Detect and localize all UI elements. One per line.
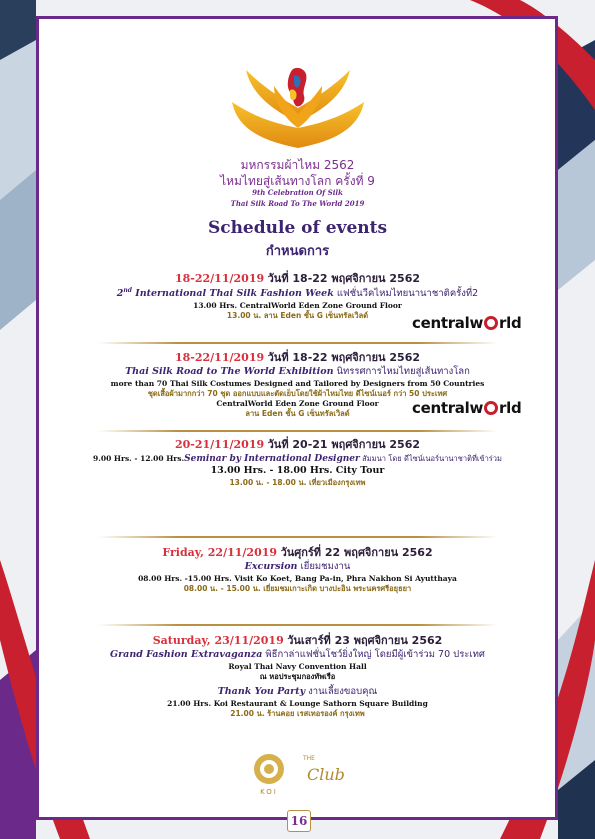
event-title: Seminar by International Designer: [184, 453, 360, 464]
event-title: International Thai Silk Fashion Week: [131, 288, 334, 299]
script-line-1: 9th Celebration Of Silk: [252, 188, 343, 197]
event-date-th: วันที่ 20-21 พฤศจิกายน 2562: [267, 438, 420, 451]
event-title-th: นิทรรศการไหมไทยสู่เส้นทางโลก: [336, 365, 470, 377]
party-venue-th: 21.00 น. ร้านคอย เรสเทอรองค์ กรุงเทพ: [230, 708, 365, 718]
lotus-logo: [228, 62, 368, 152]
event-location-th: 13.00 น. ลาน Eden ชั้น G เซ็นทรัลเวิลด์: [226, 310, 369, 320]
schedule-title-th: กำหนดการ: [265, 244, 330, 259]
event-venue-th: ณ หอประชุมกองทัพเรือ: [259, 671, 336, 681]
event-date: Saturday, 23/11/2019: [152, 634, 284, 647]
event-location: CentralWorld Eden Zone Ground Floor: [216, 398, 379, 408]
event-title-th: เยี่ยมชมงาน: [300, 560, 351, 572]
event-5: [0, 634, 595, 719]
divider: [98, 536, 498, 538]
cw-text-c: rld: [499, 399, 522, 417]
event-title: Grand Fashion Extravaganza: [110, 648, 263, 660]
divider: [98, 430, 498, 432]
event-desc-th: ชุดเสื้อผ้ามากกว่า 70 ชุด ออกแบบและตัดเย็บโดยใช้ผ้าไหมไทย ดีไซน์เนอร์ กว่า 50 ประเทศ: [147, 388, 448, 398]
club-logo: [303, 755, 347, 795]
event-4: [0, 546, 595, 594]
event-title: Thai Silk Road to The World Exhibition: [125, 365, 334, 377]
club-the-label: THE: [303, 755, 315, 762]
event-date: 20-21/11/2019: [174, 438, 265, 451]
event-title-number: 2: [116, 288, 124, 299]
event-tour: 13.00 Hrs. - 18.00 Hrs. City Tour: [210, 464, 385, 476]
event-date: 18-22/11/2019: [174, 351, 265, 364]
event-visit: 08.00 Hrs. -15.00 Hrs. Visit Ko Koet, Bang Pa-in, Phra Nakhon Si Ayutthaya: [138, 573, 457, 583]
page-number: 16: [287, 810, 311, 832]
script-line-2: Thai Silk Road To The World 2019: [230, 199, 365, 208]
event-title-th: พิธีกาล่าแฟชั่นโชว์ยิ่งใหญ่ โดยมีผู้เข้าร่วม 70 ประเทศ: [265, 648, 485, 660]
event-date-th: วันที่ 18-22 พฤศจิกายน 2562: [267, 272, 420, 285]
cw-text-a: central: [412, 399, 470, 417]
cw-text-c: rld: [499, 314, 522, 332]
event-date-th: วันศุกร์ที่ 22 พฤศจิกายน 2562: [280, 546, 433, 559]
cw-text-b: w: [469, 399, 484, 417]
event-date: 18-22/11/2019: [174, 272, 265, 285]
event-venue: Royal Thai Navy Convention Hall: [228, 661, 367, 671]
cw-o-icon: [484, 316, 498, 330]
event-desc: more than 70 Thai Silk Costumes Designed and Tailored by Designers from 50 Countries: [110, 378, 485, 388]
event-date-th: วันเสาร์ที่ 23 พฤศจิกายน 2562: [287, 634, 443, 647]
party-title-th: งานเลี้ยงขอบคุณ: [308, 685, 378, 697]
party-venue: 21.00 Hrs. Koi Restaurant & Lounge Sathorn Square Building: [167, 698, 428, 708]
event-date: Friday, 22/11/2019: [162, 546, 278, 559]
divider: [98, 624, 498, 626]
thai-title-1: มหกรรมผ้าไหม 2562: [240, 158, 355, 172]
event-3: [0, 438, 595, 488]
event-title-th: แฟชั่นวีคไหมไทยนานาชาติครั้งที่2: [336, 288, 479, 299]
event-title-ordinal: nd: [123, 286, 132, 294]
event-title-th: สัมมนา โดย ดีไซน์เนอร์นานาชาติที่เข้าร่วม: [362, 453, 502, 463]
event-location-th: ลาน Eden ชั้น G เซ็นทรัลเวิลด์: [245, 409, 350, 419]
event-visit-th: 08.00 น. - 15.00 น. เยี่ยมชมเกาะเกิด บางปะอิน พระนครศรีอยุธยา: [183, 583, 412, 593]
event-date-th: วันที่ 18-22 พฤศจิกายน 2562: [267, 351, 420, 364]
centralworld-logo-1: [412, 314, 521, 332]
cw-text-a: central: [412, 314, 470, 332]
centralworld-logo-2: [412, 399, 521, 417]
party-title: Thank You Party: [217, 685, 306, 697]
event-tour-th: 13.00 น. - 18.00 น. เที่ยวเมืองกรุงเทพ: [229, 477, 366, 487]
cw-text-b: w: [469, 314, 484, 332]
event-title: Excursion: [244, 560, 298, 572]
koi-label: KOI: [260, 788, 278, 796]
thai-title-2: ไหมไทยสู่เส้นทางโลก ครั้งที่ 9: [220, 174, 375, 188]
schedule-title: Schedule of events: [207, 218, 388, 238]
club-name-label: Club: [307, 765, 345, 784]
event-time: 9.00 Hrs. - 12.00 Hrs.: [93, 453, 185, 463]
cw-o-icon: [484, 401, 498, 415]
event-location: 13.00 Hrs. CentralWorld Eden Zone Ground Floor: [193, 300, 402, 310]
divider: [98, 342, 498, 344]
